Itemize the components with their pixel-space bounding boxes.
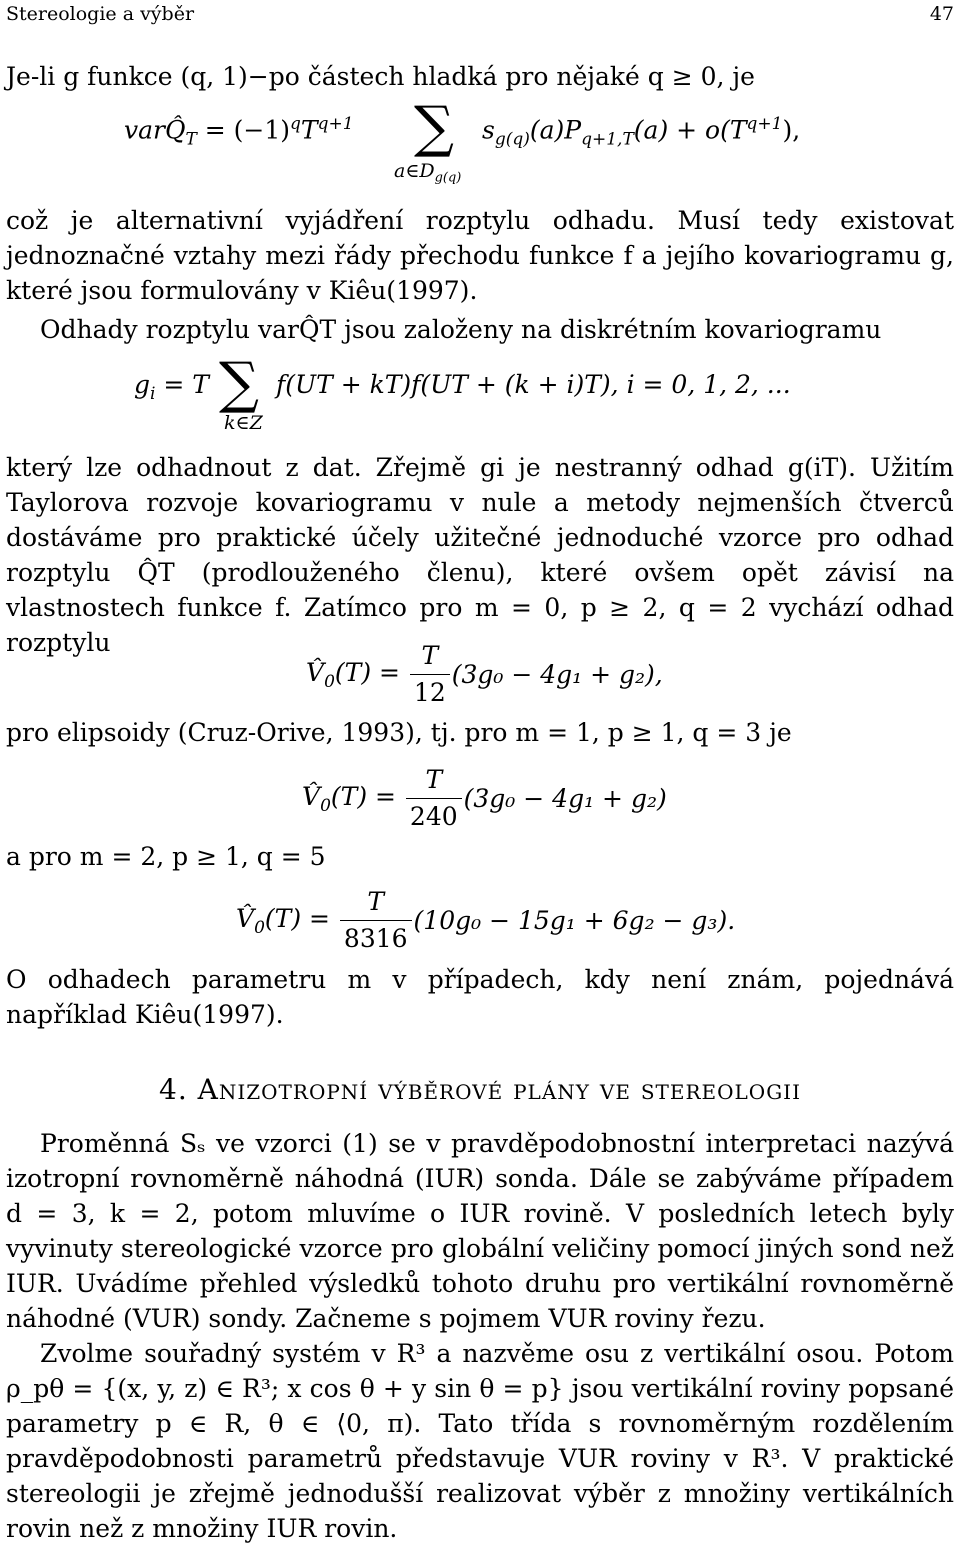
eq1-rhs2: (a)P (529, 115, 582, 145)
eq5-num: T (340, 884, 412, 921)
eq3-den: 12 (413, 678, 446, 707)
equation-variance (6, 95, 954, 198)
eq4-num: T (406, 762, 462, 799)
eq4-lhs2: (T) = (330, 781, 396, 811)
eq1-mid: = (−1) (196, 115, 291, 145)
eq3-lhs2: (T) = (334, 657, 400, 687)
eq5-den: 8316 (343, 924, 408, 953)
eq1-rhs-sub: g(q) (494, 129, 530, 150)
page-number: 47 (929, 3, 954, 25)
paragraph-parameter-m: O odhadech parametru m v případech, kdy není znám, pojednává například Kiêu(1997). (6, 965, 954, 1029)
eq1-rhs3-sup: q+1 (746, 114, 783, 134)
eq1-mid-sup: q (290, 114, 301, 134)
eq4-lhs-sub: 0 (320, 795, 331, 816)
eq3-num: T (410, 638, 450, 675)
eq2-lhs-sub: i (150, 383, 156, 404)
eq5-lhs2: (T) = (264, 903, 330, 933)
eq1-rhs3: (a) + o(T (633, 115, 747, 145)
paragraph-estimates: Odhady rozptylu varQ̂T jsou založeny na diskrétním kovariogramu (40, 315, 882, 344)
paragraph-m2: a pro m = 2, p ≥ 1, q = 5 (6, 842, 326, 871)
running-header (6, 2, 954, 26)
paragraph-intro: Je-li g funkce (q, 1)−po částech hladká pro nějaké q ≥ 0, je (6, 62, 755, 91)
eq3-rhs: (3g₀ − 4g₁ + g₂), (451, 660, 663, 689)
eq1-sum-below: a∈D (394, 160, 435, 182)
equation-covariogram (6, 351, 954, 442)
eq4-lhs: V̂ (302, 781, 321, 811)
eq1-lhs-sub: T (185, 129, 197, 150)
eq2-sum-below: k∈Z (224, 412, 263, 434)
section-heading (6, 1070, 954, 1110)
eq3-lhs-sub: 0 (324, 671, 335, 692)
equation-v0-240 (6, 762, 954, 836)
equation-v0-8316 (6, 884, 954, 958)
eq1-rhs2-sub: q+1,T (581, 129, 634, 150)
paragraph-estimator: který lze odhadnout z dat. Zřejmě gi je nestranný odhad g(iT). Užitím Taylorova rozvoje kovariogramu v nule a metody nejmenších čtverců dostáváme pro praktické účely užitečné jednoduché vzorce pro odhad rozptylu Q̂T (prodlouženého členu), které ovšem opět závisí na vlastnostech funkce f. Zatímco pro m = 0, p ≥ 2, q = 2 vychází odhad rozptylu (6, 453, 954, 657)
eq4-rhs: (3g₀ − 4g₁ + g₂) (463, 784, 667, 813)
eq4-den: 240 (409, 802, 458, 831)
eq1-rhs: s (482, 115, 495, 145)
eq1-sum-below-sub: g(q) (434, 170, 462, 186)
eq5-lhs-sub: 0 (254, 917, 265, 938)
paragraph-ellipsoids: pro elipsoidy (Cruz-Orive, 1993), tj. pro m = 1, p ≥ 1, q = 3 je (6, 718, 792, 747)
eq5-rhs: (10g₀ − 15g₁ + 6g₂ − g₃). (413, 906, 736, 935)
eq2-eqT: = T (155, 370, 209, 399)
running-title: Stereologie a výběr (6, 3, 195, 25)
equation-v0-12 (6, 638, 954, 712)
eq1-mid2-sup: q+1 (317, 114, 354, 134)
paragraph-vur: Zvolme souřadný systém v R³ a nazvěme osu z vertikální osou. Potom ρ_pθ = {(x, y, z) ∈ R³; x cos θ + y sin θ = p} jsou vertikální roviny popsané parametry p ∈ R, θ ∈ ⟨0, π). Tato třída s rovnoměrným rozdělením pravděpodobnosti parametrů představuje VUR roviny v R³. V praktické stereologii je zřejmě jednodušší realizovat výběr z množiny vertikálních rovin než z množiny IUR rovin. (6, 1339, 954, 1543)
section-title: Anizotropní výběrové plány ve stereologii (197, 1073, 801, 1106)
eq2-lhs: g (134, 370, 151, 399)
eq5-lhs: V̂ (236, 903, 255, 933)
paragraph-iur: Proměnná Sₛ ve vzorci (1) se v pravděpodobnostní interpretaci nazývá izotropní rovnoměrně náhodná (IUR) sonda. Dále se zabýváme případem d = 3, k = 2, potom mluvíme o IUR rovině. V posledních letech byly vyvinuty stereologické vzorce pro globální veličiny pomocí jiných sond než IUR. Uvádíme přehled výsledků tohoto druhu pro vertikální rovnoměrně náhodné (VUR) sondy. Začneme s pojmem VUR roviny řezu. (6, 1129, 954, 1333)
eq2-rhs: f(UT + kT)f(UT + (k + i)T), i = 0, 1, 2, ... (276, 370, 791, 399)
sum-symbol-k: ∑ (219, 351, 259, 416)
section-number: 4. (159, 1073, 188, 1106)
eq1-mid2: T (300, 115, 318, 145)
eq3-lhs: V̂ (306, 657, 325, 687)
eq1-lhs: varQ̂ (124, 115, 186, 145)
eq1-rhs4: ), (782, 115, 801, 145)
paragraph-alternative: což je alternativní vyjádření rozptylu odhadu. Musí tedy existovat jednoznačné vztahy mezi řády přechodu funkce f a jejího kovariogramu g, které jsou formulovány v Kiêu(1997). (6, 206, 954, 305)
sum-symbol: ∑ (414, 95, 454, 160)
